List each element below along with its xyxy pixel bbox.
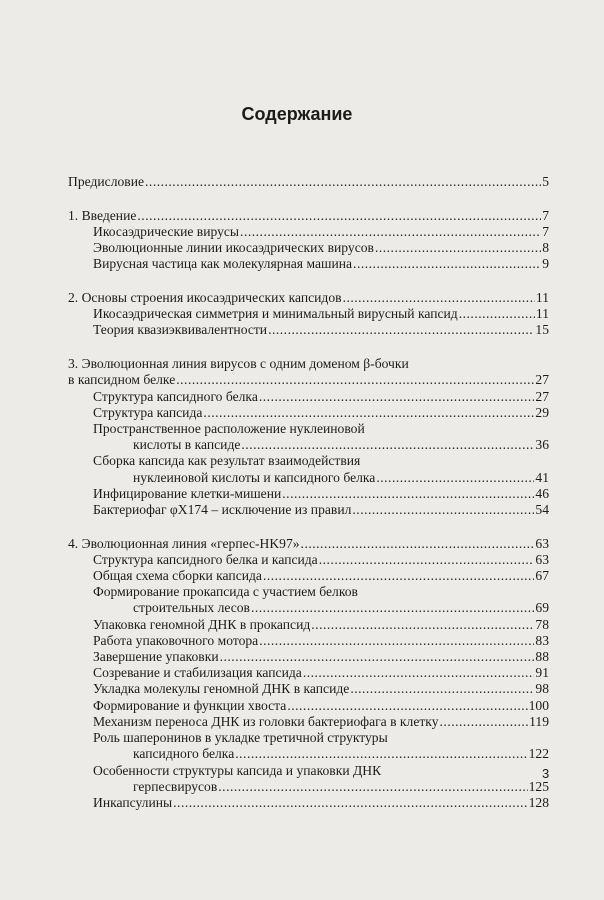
entry-page: 15 <box>535 322 549 338</box>
toc-section <box>68 174 549 190</box>
entry-page: 67 <box>535 568 549 584</box>
entry-page: 11 <box>535 290 549 306</box>
toc-subentry[interactable] <box>68 405 549 421</box>
dot-leader <box>303 665 535 681</box>
entry-title: Роль шаперонинов в укладке третичной структуры <box>93 730 388 746</box>
dot-leader <box>459 306 535 322</box>
toc-subentry[interactable] <box>68 795 549 811</box>
entry-title: Структура капсида <box>93 404 203 420</box>
toc-chapter[interactable] <box>68 290 549 306</box>
dot-leader <box>343 290 535 306</box>
dot-leader <box>241 437 534 453</box>
entry-title: герпесвирусов <box>133 778 218 794</box>
entry-page: 63 <box>535 551 549 567</box>
entry-page: 78 <box>535 616 549 632</box>
dot-leader <box>301 536 535 552</box>
dot-leader <box>173 795 527 811</box>
entry-page: 83 <box>535 632 549 648</box>
dot-leader <box>259 389 535 405</box>
entry-title: Укладка молекулы геномной ДНК в капсиде <box>93 681 350 697</box>
toc-subentry[interactable] <box>68 633 549 649</box>
entry-title: Созревание и стабилизация капсида <box>93 665 302 681</box>
entry-title: Пространственное расположение нуклеиновой <box>93 420 365 436</box>
dot-leader <box>353 256 541 272</box>
toc-section <box>68 208 549 273</box>
toc-subentry[interactable] <box>68 240 549 256</box>
toc-subentry[interactable] <box>68 714 549 730</box>
entry-page: 9 <box>542 256 549 272</box>
dot-leader <box>352 502 534 518</box>
entry-page: 7 <box>542 207 549 223</box>
toc-section <box>68 356 549 518</box>
entry-page: 88 <box>535 649 549 665</box>
entry-title: в капсидном белке <box>68 372 176 388</box>
entry-title: Инкапсулины <box>93 794 173 810</box>
toc-chapter[interactable] <box>68 174 549 190</box>
dot-leader <box>282 486 534 502</box>
entry-page: 11 <box>535 306 549 322</box>
toc-subentry[interactable] <box>68 681 549 697</box>
entry-page: 36 <box>535 437 549 453</box>
table-of-contents <box>68 174 549 829</box>
entry-title: Сборка капсида как результат взаимодействия <box>93 453 361 469</box>
entry-title: Формирование прокапсида с участием белков <box>93 584 358 600</box>
entry-title: Икосаэдрическая симметрия и минимальный вирусный капсид <box>93 306 458 322</box>
entry-title: строительных лесов <box>133 600 250 616</box>
entry-title: Теория квазиэквивалентности <box>93 322 268 338</box>
toc-subentry[interactable] <box>68 421 549 453</box>
dot-leader <box>203 405 534 421</box>
entry-page: 54 <box>535 501 549 517</box>
entry-page: 98 <box>535 681 549 697</box>
entry-page: 29 <box>535 404 549 420</box>
entry-page: 27 <box>535 372 549 388</box>
entry-page: 41 <box>535 469 549 485</box>
entry-title: Формирование и функции хвоста <box>93 697 287 713</box>
entry-page: 27 <box>535 388 549 404</box>
dot-leader <box>319 552 535 568</box>
entry-title: Упаковка геномной ДНК в прокапсид <box>93 616 311 632</box>
toc-subentry[interactable] <box>68 453 549 485</box>
entry-page: 100 <box>528 697 549 713</box>
entry-page: 122 <box>528 746 549 762</box>
dot-leader <box>375 240 541 256</box>
toc-subentry[interactable] <box>68 584 549 616</box>
dot-leader <box>235 746 527 762</box>
toc-subentry[interactable] <box>68 730 549 762</box>
entry-page: 8 <box>542 240 549 256</box>
entry-title: Механизм переноса ДНК из головки бактериофага в клетку <box>93 713 439 729</box>
dot-leader <box>259 633 534 649</box>
entry-title: 2. Основы строения икосаэдрических капсидов <box>68 290 342 306</box>
dot-leader <box>251 600 534 616</box>
toc-subentry[interactable] <box>68 649 549 665</box>
toc-subentry[interactable] <box>68 224 549 240</box>
dot-leader <box>176 372 534 388</box>
entry-page: 119 <box>529 713 549 729</box>
toc-subentry[interactable] <box>68 698 549 714</box>
toc-section <box>68 290 549 339</box>
dot-leader <box>137 208 541 224</box>
entry-title: Завершение упаковки <box>93 649 219 665</box>
dot-leader <box>311 617 534 633</box>
toc-subentry[interactable] <box>68 552 549 568</box>
entry-title: нуклеиновой кислоты и капсидного белка <box>133 469 376 485</box>
entry-title: 1. Введение <box>68 207 137 223</box>
dot-leader <box>350 681 534 697</box>
toc-subentry[interactable] <box>68 665 549 681</box>
entry-page: 5 <box>542 174 549 189</box>
toc-chapter[interactable] <box>68 356 549 388</box>
dot-leader <box>145 174 541 190</box>
entry-title: Эволюционные линии икосаэдрических вирусов <box>93 240 374 256</box>
dot-leader <box>263 568 534 584</box>
entry-title: капсидного белка <box>133 746 235 762</box>
dot-leader <box>287 698 527 714</box>
toc-subentry[interactable] <box>68 256 549 272</box>
entry-page: 7 <box>542 223 549 239</box>
entry-page: 91 <box>535 665 549 681</box>
page-number: 3 <box>542 766 550 781</box>
dot-leader <box>440 714 529 730</box>
toc-subentry[interactable] <box>68 486 549 502</box>
entry-title: Структура капсидного белка и капсида <box>93 551 318 567</box>
entry-title: 3. Эволюционная линия вирусов с одним доменом β-бочки <box>68 356 409 372</box>
entry-page: 125 <box>528 778 549 794</box>
page-title: Содержание <box>241 104 353 124</box>
entry-title: 4. Эволюционная линия «герпес-HK97» <box>68 535 300 551</box>
dot-leader <box>376 470 534 486</box>
entry-title: Общая схема сборки капсида <box>93 568 262 584</box>
entry-title: Инфицирование клетки-мишени <box>93 485 282 501</box>
toc-subentry[interactable] <box>68 617 549 633</box>
entry-page: 63 <box>535 535 549 551</box>
toc-chapter[interactable] <box>68 208 549 224</box>
toc-chapter[interactable] <box>68 536 549 552</box>
dot-leader <box>240 224 541 240</box>
entry-title: Икосаэдрические вирусы <box>93 223 240 239</box>
entry-title: Бактериофаг φX174 – исключение из правил <box>93 501 352 517</box>
dot-leader <box>220 649 535 665</box>
toc-subentry[interactable] <box>68 322 549 338</box>
entry-title: Предисловие <box>68 174 145 189</box>
toc-subentry[interactable] <box>68 763 549 795</box>
entry-title: Особенности структуры капсида и упаковки ДНК <box>93 762 382 778</box>
dot-leader <box>268 322 534 338</box>
toc-subentry[interactable] <box>68 502 549 518</box>
entry-title: Структура капсидного белка <box>93 388 258 404</box>
toc-subentry[interactable] <box>68 568 549 584</box>
dot-leader <box>218 779 527 795</box>
entry-title: Работа упаковочного мотора <box>93 632 259 648</box>
entry-title: кислоты в капсиде <box>133 437 241 453</box>
entry-page: 46 <box>535 485 549 501</box>
entry-page: 128 <box>528 794 549 810</box>
toc-section <box>68 536 549 811</box>
entry-page: 69 <box>535 600 549 616</box>
toc-subentry[interactable] <box>68 389 549 405</box>
entry-title: Вирусная частица как молекулярная машина <box>93 256 353 272</box>
toc-subentry[interactable] <box>68 306 549 322</box>
